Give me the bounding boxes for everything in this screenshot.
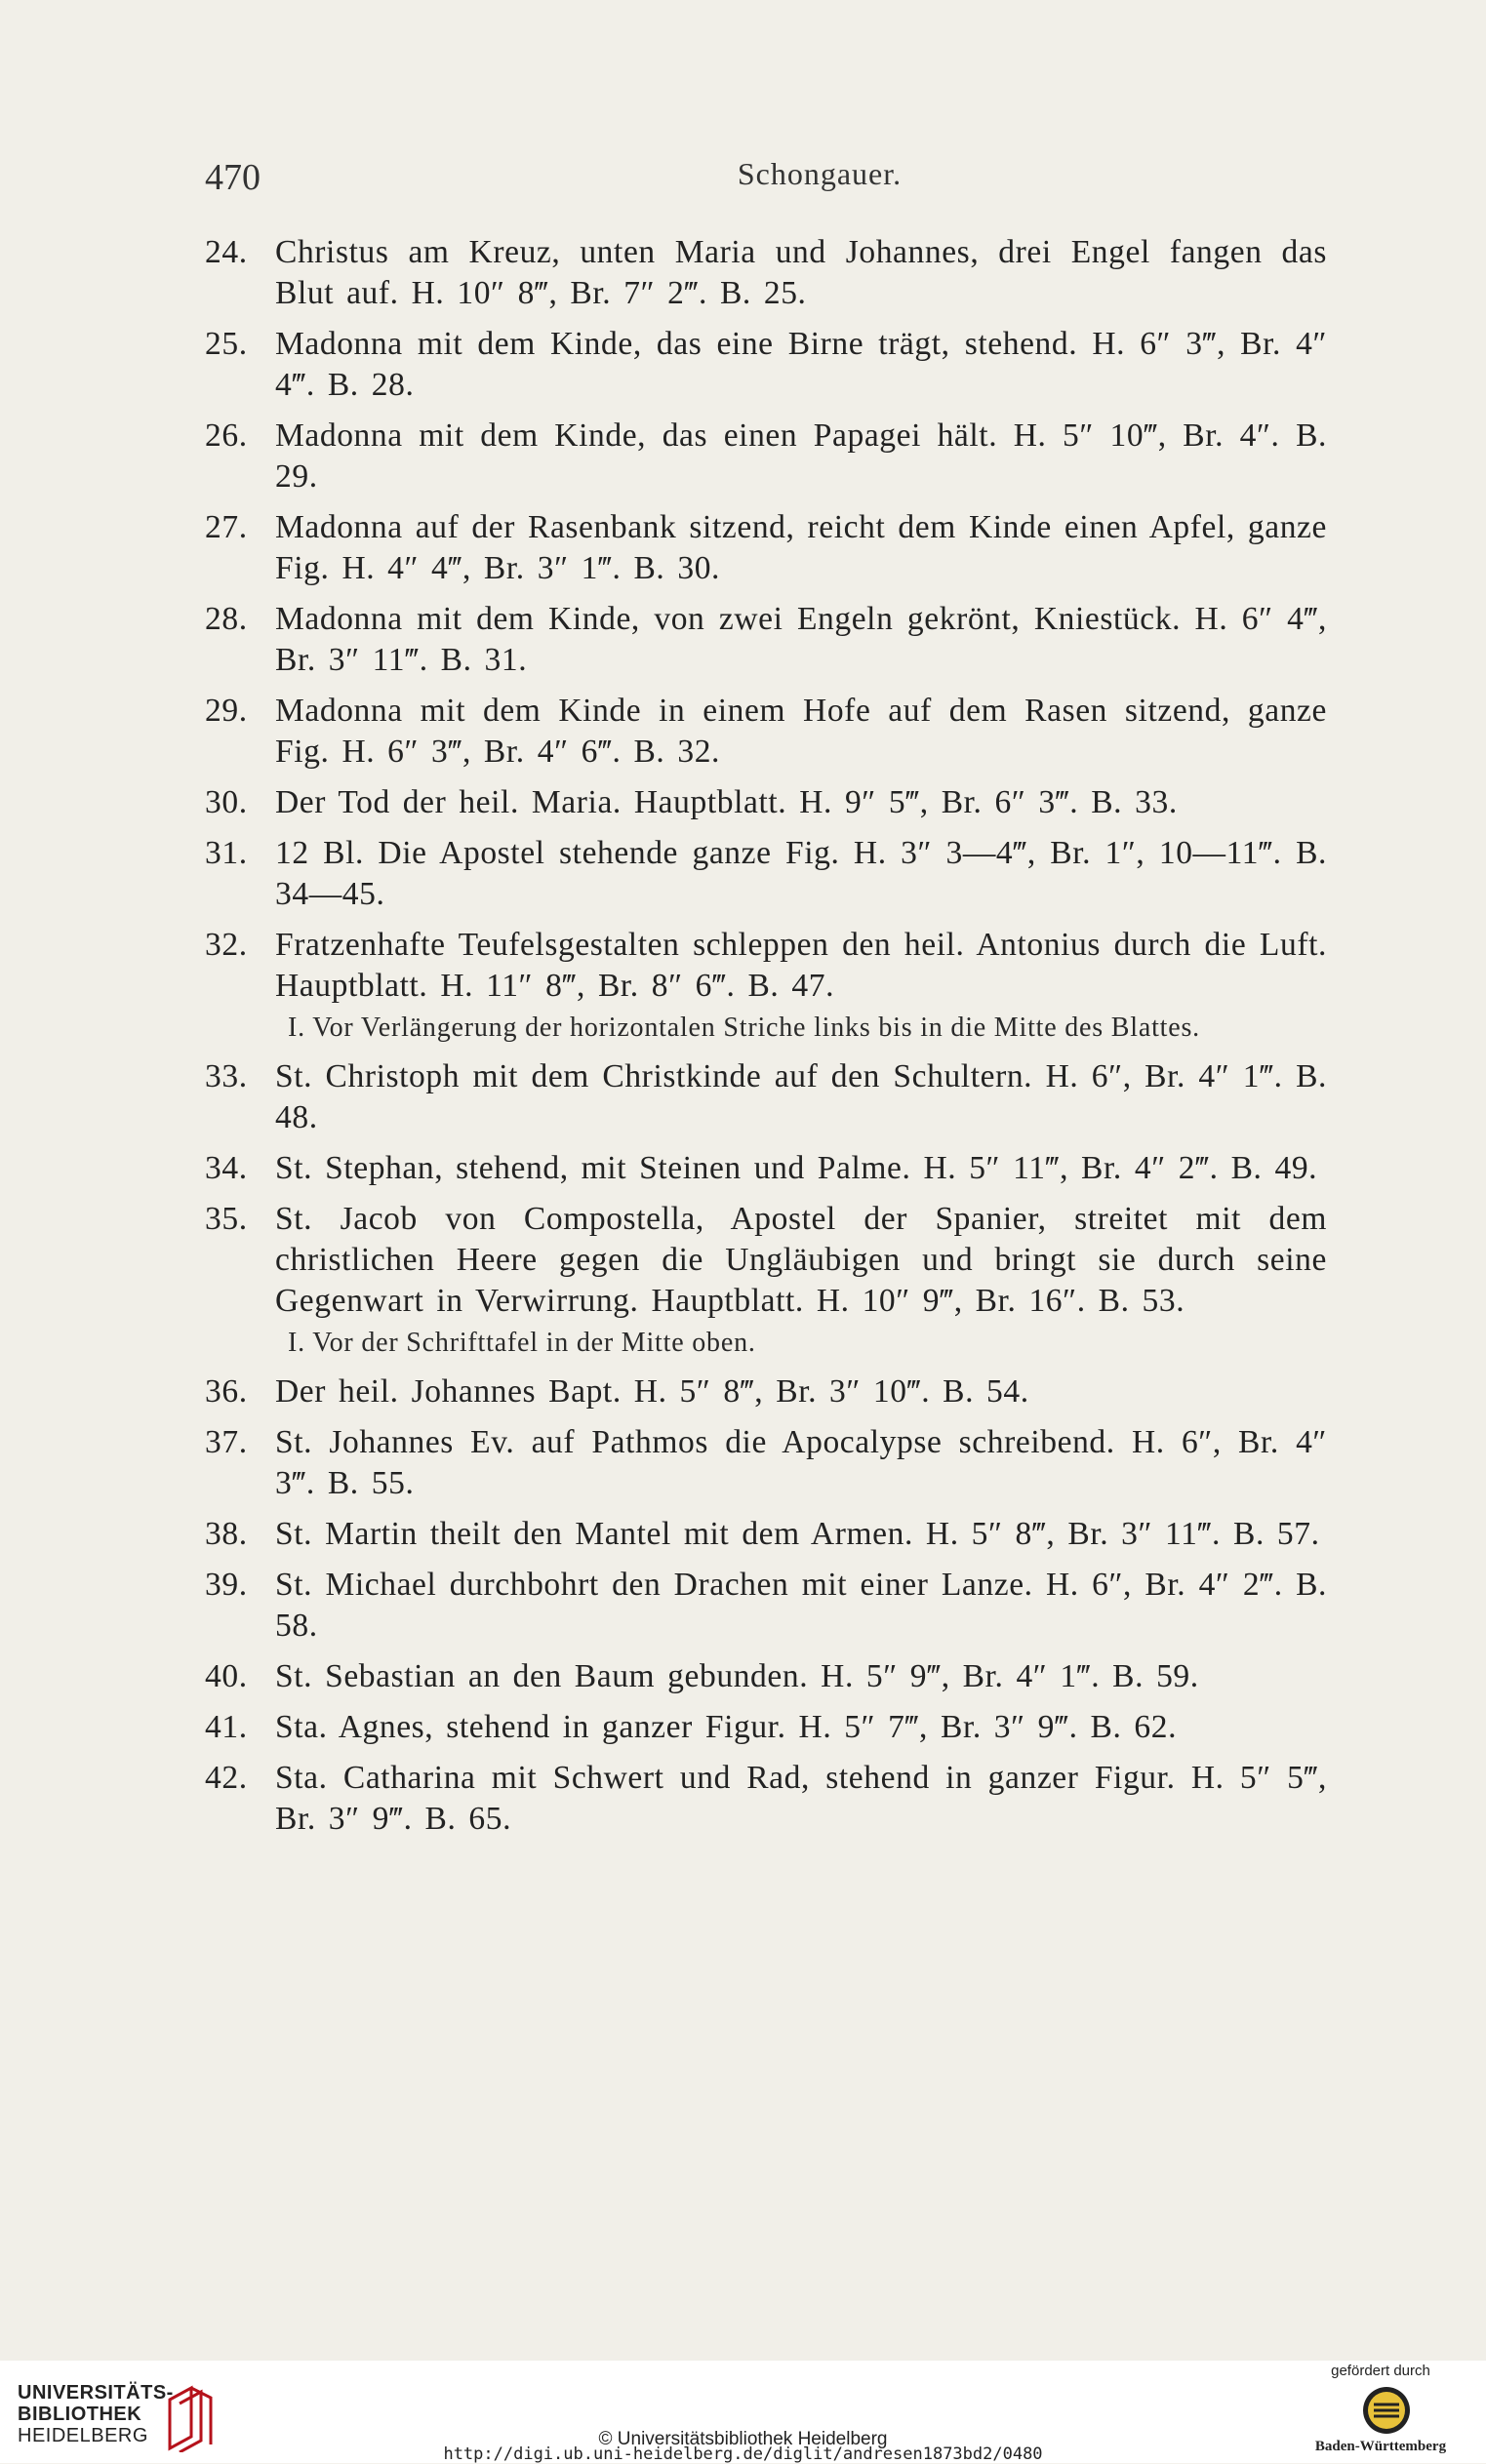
catalogue-entry (205, 1422, 1327, 1504)
funder-name: Baden-Württemberg (1314, 2439, 1447, 2454)
entry-text: Der Tod der heil. Maria. Hauptblatt. H. 9″ 5‴, Br. 6″ 3‴. B. 33. (275, 784, 1178, 820)
entry-text: St. Jacob von Compostella, Apostel der Spanier, streitet mit dem christlichen Heere gegen die Ungläubigen und bringt sie durch seine Gegenwart in Verwirrung. Hauptblatt. H. 10″ 9‴, Br. 16″. B. 53. (275, 1201, 1327, 1319)
catalogue-entry (205, 833, 1327, 915)
copyright-notice: © Universitätsbibliothek Heidelberg (598, 2429, 888, 2449)
entry-number: 25. (205, 326, 248, 362)
entry-number: 32. (205, 927, 248, 963)
library-name-line3: HEIDELBERG (18, 2425, 148, 2446)
catalogue-entry (205, 1199, 1327, 1322)
entry-text: St. Christoph mit dem Christkinde auf den Schultern. H. 6″, Br. 4″ 1‴. B. 48. (275, 1058, 1327, 1135)
catalogue-entry (205, 782, 1327, 823)
entry-number: 40. (205, 1658, 248, 1694)
entry-text: 12 Bl. Die Apostel stehende ganze Fig. H. 3″ 3—4‴, Br. 1″, 10—11‴. B. 34—45. (275, 835, 1327, 912)
entry-number: 30. (205, 784, 248, 820)
entry-text: Madonna mit dem Kinde, von zwei Engeln gekrönt, Kniestück. H. 6″ 4‴, Br. 3″ 11‴. B. 31. (275, 601, 1327, 678)
library-name-line1: UNIVERSITÄTS- (18, 2382, 174, 2404)
catalogue-entry (205, 1056, 1327, 1138)
entry-number: 29. (205, 693, 248, 729)
entry-text: Madonna mit dem Kinde in einem Hofe auf dem Rasen sitzend, ganze Fig. H. 6″ 3‴, Br. 4″ 6‴. B. 32. (275, 693, 1327, 770)
entry-text: Madonna mit dem Kinde, das eine Birne trägt, stehend. H. 6″ 3‴, Br. 4″ 4‴. B. 28. (275, 326, 1327, 403)
entry-text: St. Johannes Ev. auf Pathmos die Apocalypse schreibend. H. 6″, Br. 4″ 3‴. B. 55. (275, 1424, 1327, 1501)
catalogue-entry (205, 324, 1327, 406)
entry-text: Madonna mit dem Kinde, das einen Papagei hält. H. 5″ 10‴, Br. 4″. B. 29. (275, 417, 1327, 495)
entry-number: 24. (205, 234, 248, 270)
catalogue-entry (205, 691, 1327, 773)
catalogue-entry (205, 1371, 1327, 1412)
entry-number: 27. (205, 509, 248, 545)
entry-number: 31. (205, 835, 248, 871)
catalogue-entry (205, 1148, 1327, 1189)
catalogue-entry (205, 1656, 1327, 1697)
entry-text: St. Stephan, stehend, mit Steinen und Palme. H. 5″ 11‴, Br. 4″ 2‴. B. 49. (275, 1150, 1318, 1186)
catalogue-entry (205, 1707, 1327, 1748)
funder-label: gefördert durch (1331, 2363, 1430, 2379)
entry-number: 42. (205, 1760, 248, 1796)
catalogue-entries (205, 232, 1327, 1849)
baden-wuerttemberg-seal-icon (1361, 2385, 1412, 2436)
catalogue-entry (205, 599, 1327, 681)
entry-text: Madonna auf der Rasenbank sitzend, reicht dem Kinde einen Apfel, ganze Fig. H. 4″ 4‴, Br. 3″ 1‴. B. 30. (275, 509, 1327, 586)
entry-text: Christus am Kreuz, unten Maria und Johannes, drei Engel fangen das Blut auf. H. 10″ 8‴, Br. 7″ 2‴. B. 25. (275, 234, 1327, 311)
entry-text: Fratzenhafte Teufelsgestalten schleppen den heil. Antonius durch die Luft. Hauptblatt. H. 11″ 8‴, Br. 8″ 6‴. B. 47. (275, 927, 1327, 1004)
catalogue-entry (205, 232, 1327, 314)
catalogue-entry (205, 1758, 1327, 1840)
entry-text: St. Sebastian an den Baum gebunden. H. 5″ 9‴, Br. 4″ 1‴. B. 59. (275, 1658, 1199, 1694)
entry-number: 35. (205, 1201, 248, 1237)
entry-note: I. Vor Verlängerung der horizontalen Striche links bis in die Mitte des Blattes. (288, 1013, 1200, 1043)
running-head (205, 156, 1327, 205)
entry-number: 36. (205, 1373, 248, 1410)
source-url[interactable]: http://digi.ub.uni-heidelberg.de/diglit/andresen1873bd2/0480 (443, 2444, 1043, 2464)
entry-number: 39. (205, 1567, 248, 1603)
entry-number: 37. (205, 1424, 248, 1460)
catalogue-entry (205, 1565, 1327, 1647)
entry-number: 41. (205, 1709, 248, 1745)
catalogue-entry (205, 1514, 1327, 1555)
entry-number: 38. (205, 1516, 248, 1552)
entry-number: 28. (205, 601, 248, 637)
entry-text: St. Michael durchbohrt den Drachen mit einer Lanze. H. 6″, Br. 4″ 2‴. B. 58. (275, 1567, 1327, 1644)
catalogue-entry (205, 507, 1327, 589)
entry-number: 26. (205, 417, 248, 454)
library-name-line2: BIBLIOTHEK (18, 2404, 142, 2425)
entry-text: Sta. Agnes, stehend in ganzer Figur. H. 5″ 7‴, Br. 3″ 9‴. B. 62. (275, 1709, 1178, 1745)
entry-text: St. Martin theilt den Mantel mit dem Armen. H. 5″ 8‴, Br. 3″ 11‴. B. 57. (275, 1516, 1320, 1552)
entry-text: Der heil. Johannes Bapt. H. 5″ 8‴, Br. 3″ 10‴. B. 54. (275, 1373, 1029, 1410)
page-header-title: Schongauer. (737, 156, 903, 191)
entry-number: 34. (205, 1150, 248, 1186)
entry-text: Sta. Catharina mit Schwert und Rad, stehend in ganzer Figur. H. 5″ 5‴, Br. 3″ 9‴. B. 65. (275, 1760, 1327, 1837)
entry-number: 33. (205, 1058, 248, 1094)
catalogue-entry (205, 416, 1327, 497)
page-number: 470 (205, 157, 261, 198)
catalogue-entry (205, 925, 1327, 1007)
entry-note: I. Vor der Schrifttafel in der Mitte oben. (288, 1328, 756, 1358)
